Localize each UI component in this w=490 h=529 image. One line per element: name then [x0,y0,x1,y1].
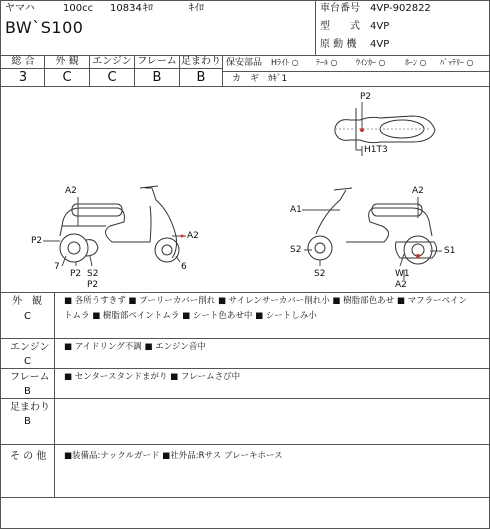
note-text-frame: ■ センタースタンドまがり ■ フレームさび中 [64,372,241,382]
grade-frame: B [152,70,162,85]
diagram-left-p2: P2 [31,236,43,246]
note-grade-engine: C [24,356,31,367]
note-text-exterior-1: ■ 各所うすきず ■ プーリーカバー削れ ■ サイレンサーカバー削れ小 ■ 樹脂部色あせ ■ マフラーペイン [64,296,468,306]
maker: ヤマハ [5,3,35,14]
diagram-right-w1: W1 [395,269,410,279]
grade-header-engine: エンジン [92,56,132,67]
grade-total: 3 [18,70,28,85]
key-label: カ ギ [232,74,260,84]
note-text-engine: ■ アイドリング不調 ■ エンジン音中 [64,342,206,352]
diagram-top-p2: P2 [360,92,372,102]
diagram-left-a2-top: A2 [65,186,77,196]
note-grade-suspension: B [24,416,31,427]
type-label: 型 式 [320,21,360,32]
safety-battery: ﾊﾞｯﾃﾘｰ ○ [440,58,474,67]
type-value: 4VP [370,21,390,32]
note-label-other: そ の 他 [10,451,47,462]
grade-engine: C [107,70,117,85]
note-label-engine: エンジン [10,342,50,353]
grade-header-exterior: 外 観 [55,56,79,67]
safety-winker: ｳｲﾝｶｰ ○ [356,58,386,67]
note-grade-frame: B [24,386,31,397]
diagram-left-six: 6 [181,262,187,272]
diagram-left-s2: S2 [87,269,99,279]
frame-number-label: 車台番号 [320,3,360,14]
diagram-right-s2-left: S2 [290,245,302,255]
engine-type-value: 4VP [370,39,390,50]
diagram-top-h1t3: H1T3 [364,145,388,155]
diagram-right-a2-bottom: A2 [395,280,407,290]
note-grade-exterior: C [24,311,31,322]
model-name: BW`S100 [5,18,84,37]
note-text-other: ■装備品:ナックルガード ■社外品:Rサス ブレーキホース [64,451,283,461]
diagram-left-p2-bottom: P2 [70,269,82,279]
note-label-exterior: 外 観 [12,296,42,307]
scooter-right-view [308,188,437,264]
grade-header-total: 総 合 [11,56,35,67]
mileage-unit: ｷﾛ [143,3,153,14]
grade-header-suspension: 足まわり [181,56,221,67]
mileage-suffix: ｷｲﾛ [189,3,204,14]
diagram-right-s2-bottom: S2 [314,269,326,279]
displacement: 100cc [63,3,94,14]
safety-horn: ﾎｰﾝ ○ [405,58,427,67]
note-label-suspension: 足まわり [10,402,50,413]
frame-number-value: 4VP-902822 [370,3,431,14]
safety-label: 保安部品 [226,58,263,68]
mileage-value: 10834 [110,3,142,14]
note-text-exterior-2: トムラ ■ 樹脂部ペイントムラ ■ シート色あせ中 ■ シートしみ小 [64,311,317,321]
safety-headlight: Hﾗｲﾄ ○ [271,58,299,67]
key-value: ｶｷﾞ1 [268,74,288,84]
diagram-left-p2-under: P2 [87,280,99,290]
diagram-left-a2-right: A2 [187,231,199,241]
grade-exterior: C [62,70,72,85]
engine-type-label: 原 動 機 [320,39,357,50]
grade-header-frame: フレーム [137,56,177,67]
diagram-right-a2-top: A2 [412,186,424,196]
scooter-top-view [335,108,435,150]
diagram-right-s1: S1 [444,246,456,256]
grade-suspension: B [196,70,206,85]
safety-tail: ﾃｰﾙ ○ [316,58,338,67]
diagram-right-a1: A1 [290,205,302,215]
diagram-left-seven: 7 [54,262,60,272]
note-label-frame: フレーム [10,372,50,383]
